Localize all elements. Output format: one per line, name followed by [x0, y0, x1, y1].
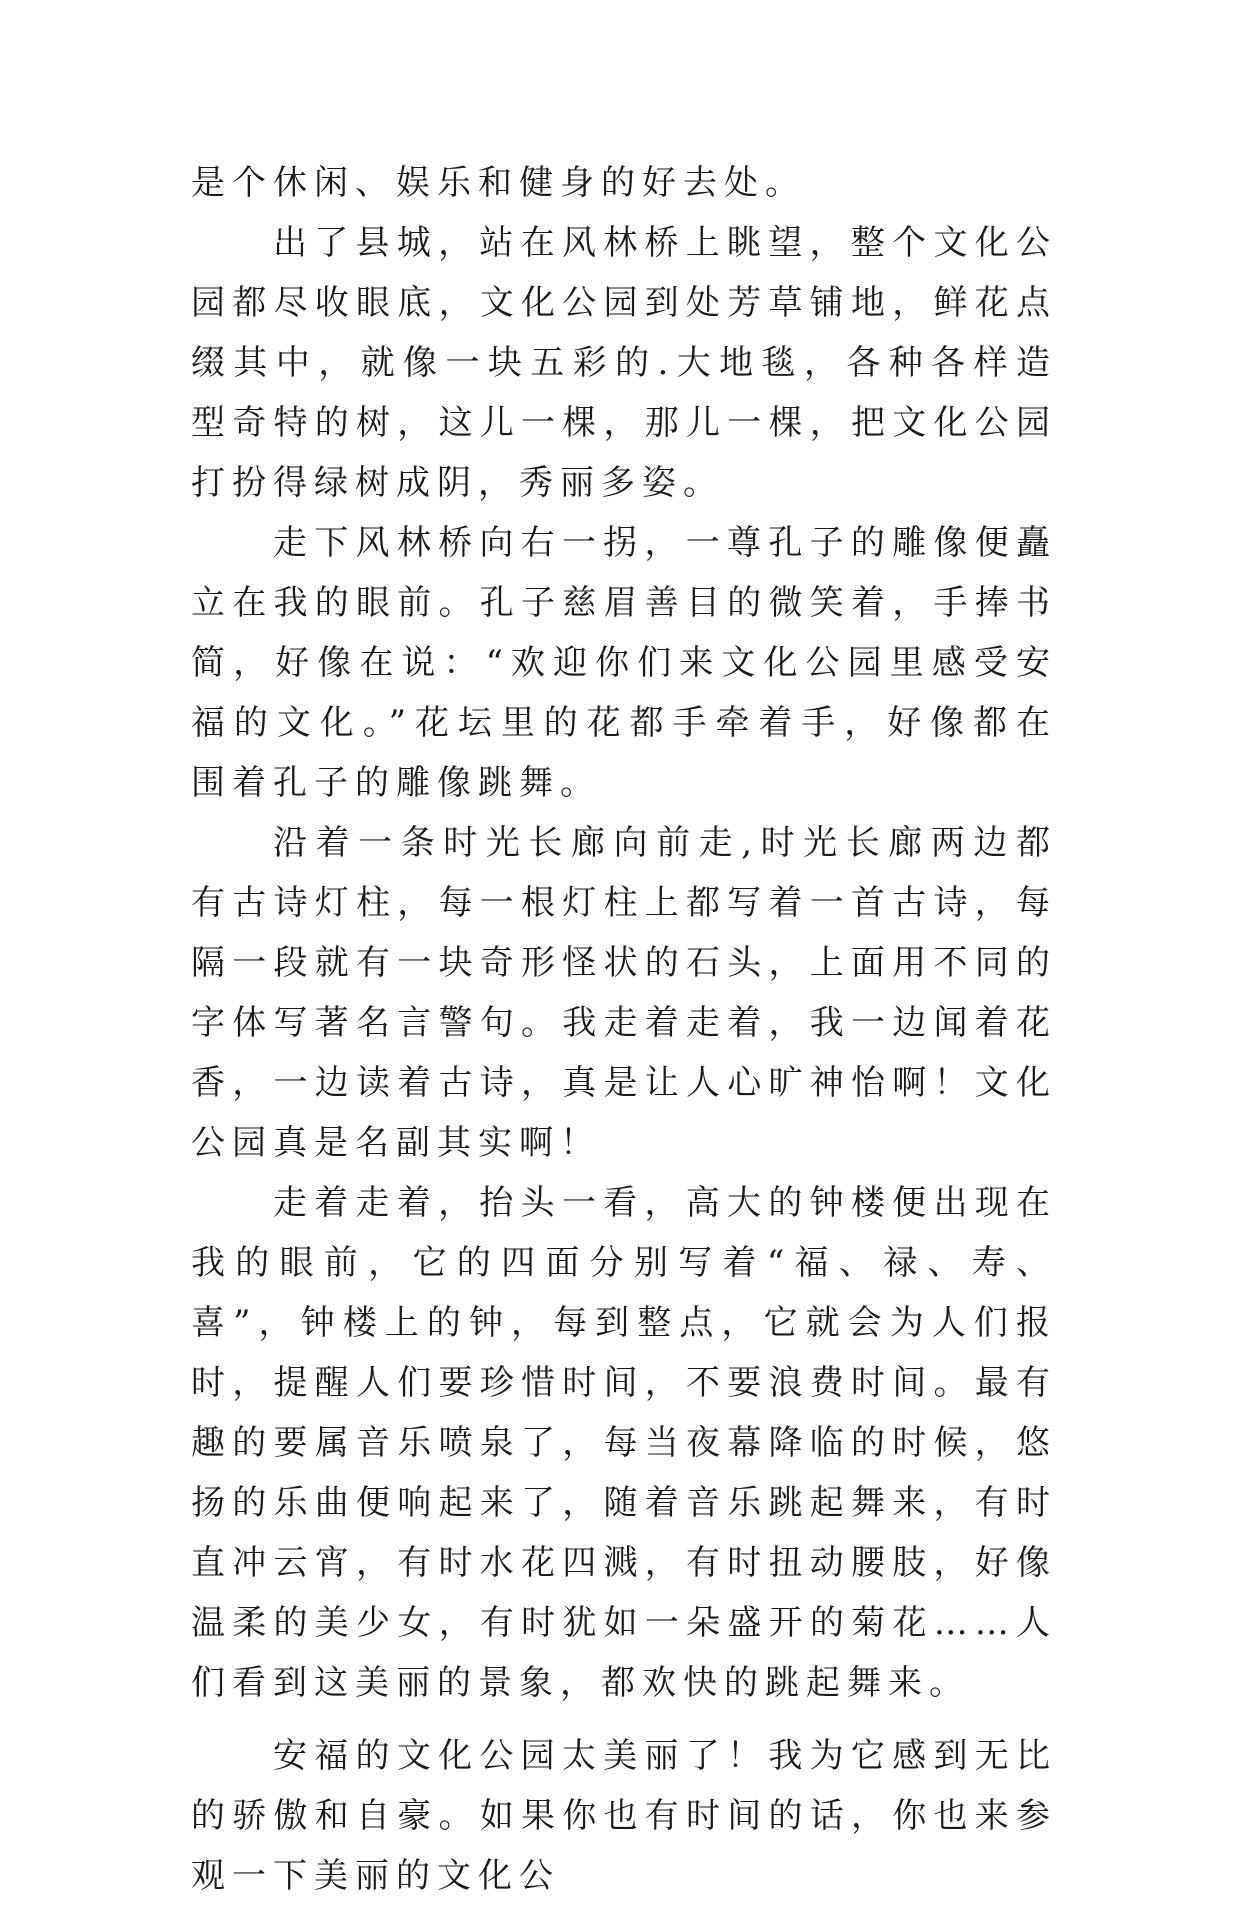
paragraph-5: 走着走着，抬头一看，高大的钟楼便出现在我的眼前，它的四面分别写着“福、禄、寿、喜”，钟楼上的钟，每到整点，它就会为人们报时，提醒人们要珍惜时间，不要浪费时间。最有趣的要属音乐喷泉了，每当夜幕降临的时候，悠扬的乐曲便响起来了，随着音乐跳起舞来，有时直冲云宵，有时水花四溅，有时扭动腰肢，好像温柔的美少女，有时犹如一朵盛开的菊花……人们看到这美丽的景象，都欢快的跳起舞来。 — [191, 1183, 1057, 1703]
paragraph-3: 走下风林桥向右一拐，一尊孔子的雕像便矗立在我的眼前。孔子慈眉善目的微笑着，手捧书简，好像在说：“欢迎你们来文化公园里感受安福的文化。”花坛里的花都手牵着手，好像都在围着孔子的雕像跳舞。 — [191, 523, 1057, 803]
paragraph-1: 是个休闲、娱乐和健身的好去处。 — [191, 163, 806, 203]
paragraph-6: 安福的文化公园太美丽了！我为它感到无比的骄傲和自豪。如果你也有时间的话，你也来参观一下美丽的文化公 — [191, 1736, 1057, 1896]
document-body — [191, 153, 1057, 1906]
paragraph-4: 沿着一条时光长廊向前走,时光长廊两边都有古诗灯柱，每一根灯柱上都写着一首古诗，每隔一段就有一块奇形怪状的石头，上面用不同的字体写著名言警句。我走着走着，我一边闻着花香，一边读着古诗，真是让人心旷神怡啊！文化公园真是名副其实啊！ — [191, 823, 1057, 1163]
paragraph-2: 出了县城，站在风林桥上眺望，整个文化公园都尽收眼底，文化公园到处芳草铺地，鲜花点缀其中，就像一块五彩的.大地毯，各种各样造型奇特的树，这儿一棵，那儿一棵，把文化公园打扮得绿树成阴，秀丽多姿。 — [191, 223, 1057, 503]
